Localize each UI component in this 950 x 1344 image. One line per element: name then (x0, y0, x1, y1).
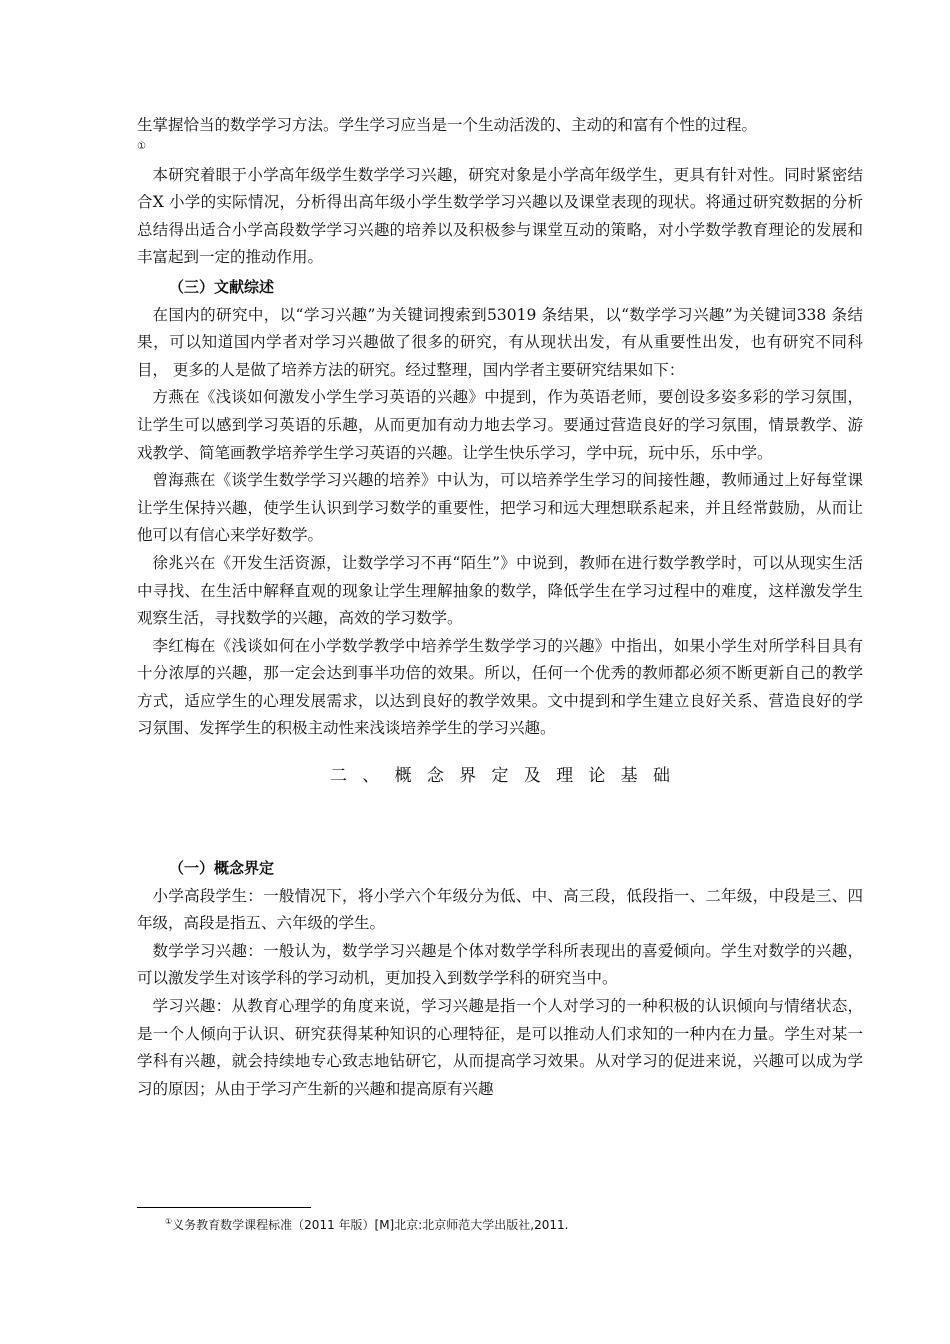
paragraph-fang-yan: 方燕在《浅谈如何激发小学生学习英语的兴趣》中提到，作为英语老师，要创设多姿多彩的学习氛围，让学生可以感到学习英语的乐趣，从而更加有动力地去学习。要通过营造良好的学习氛围，情景教学、游戏教学、简笔画教学培养学生学习英语的兴趣。让学生快乐学习，学中玩，玩中乐，乐中学。 (137, 388, 863, 462)
footnote-mark: ① (165, 1217, 173, 1226)
paragraph-zeng-haiyan: 曾海燕在《谈学生数学学习兴趣的培养》中认为，可以培养学生学习的间接性趣，教师通过上好每堂课让学生保持兴趣，使学生认识到学习数学的重要性，把学习和远大理想联系起来，并且经常鼓励，从而让他可以有信心来学好数学。 (137, 471, 863, 545)
paragraph-domestic-research: 在国内的研究中，以“学习兴趣”为关键词搜索到53019 条结果，以“数学学习兴趣”为关键词338 条结果，可以知道国内学者对学习兴趣做了很多的研究，有从现状出发，有从重要性出发，也有研究不同科目， 更多的人是做了培养方法的研究。经过整理，国内学者主要研究结果如下： (137, 305, 863, 379)
paragraph-li-hongmei: 李红梅在《浅谈如何在小学数学教学中培养学生数学学习的兴趣》中指出，如果小学生对所学科目具有十分浓厚的兴趣，那一定会达到事半功倍的效果。所以，任何一个优秀的教师都必须不断更新自己的教学方式，适应学生的心理发展需求，以达到良好的教学效果。文中提到和学生建立良好关系、营造良好的学习氛围、发挥学生的积极主动性来浅谈培养学生的学习兴趣。 (137, 636, 863, 738)
paragraph-learning-interest: 学习兴趣：从教育心理学的角度来说，学习兴趣是指一个人对学习的一种积极的认识倾向与情绪状态，是一个人倾向于认识、研究获得某种知识的心理特征，是可以推动人们求知的一种内在力量。学生对某一学科有兴趣，就会持续地专心致志地钻研它，从而提高学习效果。从对学习的促进来说，兴趣可以成为学习的原因；从由于学习产生新的兴趣和提高原有兴趣 (137, 997, 863, 1098)
footnote (165, 1214, 568, 1233)
footnote-reference: ① (137, 140, 146, 152)
paragraph-senior-students: 小学高段学生：一般情况下，将小学六个年级分为低、中、高三段，低段指一、二年级，中段是三、四年级，高段是指五、六年级的学生。 (137, 886, 863, 933)
section-heading-literature-review: （三）文献综述 (169, 277, 275, 296)
paragraph-math-interest: 数学学习兴趣：一般认为，数学学习兴趣是个体对数学学科所表现出的喜爱倾向。学生对数学的兴趣，可以激发学生对该学科的学习动机，更加投入到数学学科的研究当中。 (137, 941, 863, 988)
footnote-text: 义务教育数学课程标准（2011 年版）[M]北京:北京师范大学出版社,2011. (172, 1218, 569, 1232)
section-heading-concept-definition: （一）概念界定 (169, 859, 275, 878)
footnote-separator (137, 1207, 311, 1208)
paragraph-continued: 生掌握恰当的数学学习方法。学生学习应当是一个生动活泼的、主动的和富有个性的过程。 (137, 116, 758, 134)
body-text (137, 112, 863, 1103)
chapter-heading: 二、概念界定及理论基础 (329, 766, 686, 787)
paragraph-research-focus: 本研究着眼于小学高年级学生数学学习兴趣，研究对象是小学高年级学生，更具有针对性。同时紧密结合X 小学的实际情况，分析得出高年级小学生数学学习兴趣以及课堂表现的现状。将通过研究数据的分析总结得出适合小学高段数学学习兴趣的培养以及积极参与课堂互动的策略，对小学数学教育理论的发展和丰富起到一定的推动作用。 (137, 165, 863, 267)
paragraph-xu-zhaoxing: 徐兆兴在《开发生活资源，让数学学习不再“陌生”》中说到，教师在进行数学教学时，可以从现实生活中寻找、在生活中解释直观的现象让学生理解抽象的数学，降低学生在学习过程中的难度，这样激发学生观察生活，寻找数学的兴趣，高效的学习数学。 (137, 553, 863, 628)
